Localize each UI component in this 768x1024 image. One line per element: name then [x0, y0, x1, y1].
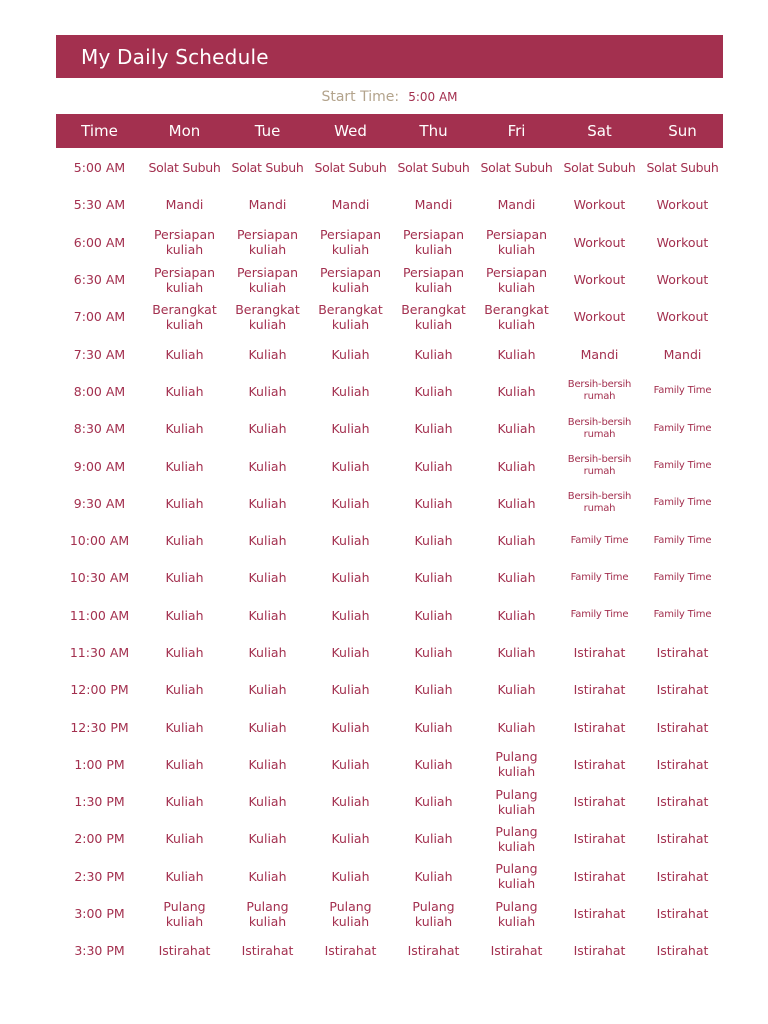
schedule-cell-wed[interactable]: Kuliah — [331, 458, 370, 474]
schedule-row — [56, 410, 723, 447]
schedule-cell-tue[interactable]: Kuliah — [248, 868, 287, 884]
schedule-cell-fri[interactable]: Kuliah — [497, 682, 536, 698]
page-title: My Daily Schedule — [81, 44, 269, 69]
schedule-cell-sun[interactable]: Workout — [656, 234, 709, 250]
schedule-cell-tue[interactable]: Kuliah — [248, 383, 287, 399]
time-cell[interactable]: 6:30 AM — [73, 272, 126, 288]
schedule-cell-wed[interactable]: Kuliah — [331, 607, 370, 623]
schedule-cell-wed[interactable]: Kuliah — [331, 645, 370, 660]
schedule-row — [56, 858, 723, 895]
schedule-cell-mon[interactable]: Kuliah — [165, 794, 204, 810]
schedule-cell-fri[interactable]: Kuliah — [497, 495, 536, 511]
schedule-cell-mon[interactable]: Persiapan kuliah — [153, 227, 216, 258]
schedule-cell-tue[interactable]: Kuliah — [248, 682, 287, 698]
title-bar — [56, 35, 723, 78]
schedule-cell-thu[interactable]: Kuliah — [414, 346, 453, 362]
time-cell[interactable]: 12:00 PM — [70, 682, 129, 698]
schedule-cell-sun[interactable]: Workout — [656, 197, 709, 213]
schedule-cell-fri[interactable]: Kuliah — [497, 458, 536, 474]
time-cell[interactable]: 2:00 PM — [74, 831, 125, 847]
schedule-row — [56, 522, 723, 559]
schedule-cell-thu[interactable]: Kuliah — [414, 607, 453, 623]
schedule-cell-wed[interactable]: Pulang kuliah — [329, 898, 372, 929]
schedule-cell-sun[interactable]: Family Time — [653, 422, 712, 434]
schedule-cell-sun[interactable]: Istirahat — [656, 906, 709, 922]
schedule-cell-thu[interactable]: Istirahat — [407, 943, 460, 959]
schedule-cell-wed[interactable]: Mandi — [331, 197, 370, 213]
schedule-cell-sun[interactable]: Istirahat — [656, 756, 709, 772]
schedule-cell-tue[interactable]: Berangkat kuliah — [235, 301, 300, 332]
schedule-cell-fri[interactable]: Kuliah — [497, 346, 536, 362]
schedule-cell-tue[interactable]: Kuliah — [248, 831, 287, 847]
schedule-row — [56, 783, 723, 820]
start-time-row — [56, 86, 723, 106]
schedule-cell-thu[interactable]: Kuliah — [414, 831, 453, 847]
schedule-cell-thu[interactable]: Kuliah — [414, 794, 453, 810]
time-cell[interactable]: 12:30 PM — [70, 719, 129, 735]
schedule-row — [56, 485, 723, 522]
schedule-cell-fri[interactable]: Pulang kuliah — [495, 861, 538, 892]
schedule-cell-sun[interactable]: Solat Subuh — [646, 160, 719, 176]
schedule-cell-mon[interactable]: Persiapan kuliah — [153, 264, 216, 295]
schedule-cell-wed[interactable]: Kuliah — [331, 868, 370, 884]
schedule-cell-thu[interactable]: Berangkat kuliah — [401, 301, 466, 332]
schedule-cell-sat[interactable]: Istirahat — [573, 682, 626, 698]
schedule-cell-fri[interactable]: Pulang kuliah — [495, 786, 538, 817]
schedule-cell-wed[interactable]: Kuliah — [331, 570, 370, 586]
schedule-cell-wed[interactable]: Kuliah — [331, 533, 370, 549]
schedule-cell-tue[interactable]: Solat Subuh — [231, 160, 304, 176]
schedule-cell-thu[interactable]: Kuliah — [414, 495, 453, 511]
schedule-cell-tue[interactable]: Kuliah — [248, 794, 287, 810]
schedule-cell-wed[interactable]: Kuliah — [331, 794, 370, 810]
schedule-cell-sun[interactable]: Family Time — [653, 534, 712, 546]
schedule-cell-thu[interactable]: Kuliah — [414, 421, 453, 437]
schedule-cell-fri[interactable]: Pulang kuliah — [495, 898, 538, 929]
schedule-cell-wed[interactable]: Kuliah — [331, 831, 370, 847]
time-cell[interactable]: 10:00 AM — [69, 533, 130, 549]
schedule-cell-mon[interactable]: Kuliah — [165, 682, 204, 698]
time-cell[interactable]: 3:00 PM — [74, 906, 125, 922]
schedule-cell-fri[interactable]: Kuliah — [497, 383, 536, 399]
schedule-cell-thu[interactable]: Mandi — [414, 197, 453, 213]
schedule-cell-wed[interactable]: Solat Subuh — [314, 160, 387, 176]
time-cell[interactable]: 9:30 AM — [73, 495, 126, 511]
schedule-row — [56, 634, 723, 671]
schedule-cell-sat[interactable]: Istirahat — [573, 831, 626, 847]
schedule-cell-sat[interactable]: Istirahat — [573, 719, 626, 735]
schedule-row — [56, 298, 723, 335]
schedule-cell-fri[interactable]: Kuliah — [497, 719, 536, 735]
schedule-cell-sun[interactable]: Istirahat — [656, 831, 709, 847]
time-cell[interactable]: 5:30 AM — [73, 197, 126, 213]
header-time: Time — [81, 122, 118, 140]
schedule-cell-tue[interactable]: Kuliah — [248, 645, 287, 660]
schedule-cell-tue[interactable]: Kuliah — [248, 421, 287, 437]
schedule-cell-thu[interactable]: Solat Subuh — [397, 160, 470, 176]
schedule-cell-fri[interactable]: Persiapan kuliah — [485, 264, 548, 295]
schedule-cell-fri[interactable]: Kuliah — [497, 645, 536, 660]
time-cell[interactable]: 1:30 PM — [74, 794, 125, 810]
schedule-row — [56, 186, 723, 223]
schedule-cell-wed[interactable]: Kuliah — [331, 383, 370, 399]
schedule-row — [56, 708, 723, 745]
schedule-cell-mon[interactable]: Kuliah — [165, 868, 204, 884]
schedule-cell-fri[interactable]: Kuliah — [497, 533, 536, 549]
schedule-cell-tue[interactable]: Kuliah — [248, 719, 287, 735]
schedule-cell-wed[interactable]: Kuliah — [331, 421, 370, 437]
schedule-cell-sat[interactable]: Bersih-bersih rumah — [567, 379, 632, 403]
header-mon: Mon — [168, 122, 201, 140]
time-cell[interactable]: 6:00 AM — [73, 234, 126, 250]
schedule-cell-sat[interactable]: Mandi — [580, 346, 619, 362]
schedule-cell-tue[interactable]: Kuliah — [248, 533, 287, 549]
schedule-cell-fri[interactable]: Kuliah — [497, 570, 536, 586]
schedule-cell-sun[interactable]: Istirahat — [656, 682, 709, 698]
schedule-cell-sat[interactable]: Istirahat — [573, 943, 626, 959]
schedule-cell-sun[interactable]: Istirahat — [656, 645, 709, 660]
schedule-cell-fri[interactable]: Kuliah — [497, 607, 536, 623]
schedule-cell-sat[interactable]: Istirahat — [573, 906, 626, 922]
schedule-row — [56, 373, 723, 410]
schedule-cell-tue[interactable]: Kuliah — [248, 570, 287, 586]
header-fri: Fri — [507, 122, 526, 140]
schedule-cell-mon[interactable]: Kuliah — [165, 719, 204, 735]
start-time-value[interactable]: 5:00 AM — [408, 90, 458, 104]
schedule-cell-sun[interactable]: Family Time — [653, 497, 712, 509]
schedule-cell-mon[interactable]: Kuliah — [165, 495, 204, 511]
schedule-cell-mon[interactable]: Kuliah — [165, 421, 204, 437]
header-tue: Tue — [254, 122, 281, 140]
schedule-cell-wed[interactable]: Persiapan kuliah — [319, 227, 382, 258]
schedule-cell-sun[interactable]: Family Time — [653, 609, 712, 621]
schedule-cell-sat[interactable]: Family Time — [570, 534, 629, 546]
schedule-cell-tue[interactable]: Kuliah — [248, 756, 287, 772]
schedule-cell-tue[interactable]: Kuliah — [248, 458, 287, 474]
schedule-cell-thu[interactable]: Kuliah — [414, 533, 453, 549]
schedule-cell-sun[interactable]: Workout — [656, 309, 709, 325]
schedule-cell-wed[interactable]: Kuliah — [331, 346, 370, 362]
schedule-cell-thu[interactable]: Kuliah — [414, 868, 453, 884]
schedule-cell-tue[interactable]: Istirahat — [241, 943, 294, 959]
schedule-cell-tue[interactable]: Mandi — [248, 197, 287, 213]
schedule-cell-mon[interactable]: Berangkat kuliah — [152, 301, 217, 332]
schedule-cell-fri[interactable]: Solat Subuh — [480, 160, 553, 176]
schedule-table-body — [56, 149, 723, 970]
schedule-cell-sun[interactable]: Workout — [656, 272, 709, 288]
schedule-cell-thu[interactable]: Kuliah — [414, 719, 453, 735]
header-sat: Sat — [587, 122, 612, 140]
schedule-row — [56, 447, 723, 484]
schedule-cell-sat[interactable]: Workout — [573, 272, 626, 288]
schedule-cell-tue[interactable]: Kuliah — [248, 607, 287, 623]
schedule-cell-mon[interactable]: Pulang kuliah — [163, 898, 206, 929]
schedule-cell-thu[interactable]: Persiapan kuliah — [402, 227, 465, 258]
schedule-cell-thu[interactable]: Kuliah — [414, 682, 453, 698]
schedule-cell-thu[interactable]: Pulang kuliah — [412, 898, 455, 929]
schedule-cell-thu[interactable]: Persiapan kuliah — [402, 264, 465, 295]
schedule-row — [56, 932, 723, 969]
schedule-cell-sat[interactable]: Bersih-bersih rumah — [567, 454, 632, 478]
time-cell[interactable]: 5:00 AM — [73, 160, 126, 176]
schedule-row — [56, 895, 723, 932]
schedule-row — [56, 671, 723, 708]
schedule-cell-sun[interactable]: Family Time — [653, 385, 712, 397]
schedule-cell-fri[interactable]: Pulang kuliah — [495, 749, 538, 780]
schedule-row — [56, 559, 723, 596]
schedule-cell-wed[interactable]: Istirahat — [324, 943, 377, 959]
schedule-cell-thu[interactable]: Kuliah — [414, 645, 453, 660]
schedule-cell-mon[interactable]: Istirahat — [158, 943, 211, 959]
time-cell[interactable]: 9:00 AM — [73, 458, 126, 474]
schedule-cell-sat[interactable]: Workout — [573, 234, 626, 250]
time-cell[interactable]: 11:00 AM — [69, 607, 130, 623]
schedule-cell-sun[interactable]: Istirahat — [656, 868, 709, 884]
schedule-cell-tue[interactable]: Pulang kuliah — [246, 898, 289, 929]
schedule-row — [56, 597, 723, 634]
start-time-label: Start Time: — [321, 89, 400, 105]
schedule-cell-mon[interactable]: Mandi — [165, 197, 204, 213]
schedule-cell-thu[interactable]: Kuliah — [414, 570, 453, 586]
schedule-cell-sun[interactable]: Family Time — [653, 571, 712, 583]
schedule-cell-mon[interactable]: Solat Subuh — [148, 160, 221, 176]
schedule-cell-sun[interactable]: Istirahat — [656, 943, 709, 959]
schedule-cell-mon[interactable]: Kuliah — [165, 756, 204, 772]
schedule-cell-sat[interactable]: Family Time — [570, 571, 629, 583]
time-cell[interactable]: 7:30 AM — [73, 346, 126, 362]
schedule-cell-wed[interactable]: Kuliah — [331, 756, 370, 772]
schedule-row — [56, 261, 723, 298]
schedule-cell-tue[interactable]: Kuliah — [248, 495, 287, 511]
schedule-row — [56, 746, 723, 783]
schedule-row — [56, 149, 723, 186]
time-cell[interactable]: 10:30 AM — [69, 570, 130, 586]
schedule-cell-wed[interactable]: Persiapan kuliah — [319, 264, 382, 295]
time-cell[interactable]: 11:30 AM — [69, 645, 130, 660]
schedule-cell-thu[interactable]: Kuliah — [414, 756, 453, 772]
schedule-cell-mon[interactable]: Kuliah — [165, 570, 204, 586]
schedule-cell-wed[interactable]: Kuliah — [331, 682, 370, 698]
schedule-cell-fri[interactable]: Pulang kuliah — [495, 823, 538, 854]
schedule-cell-tue[interactable]: Persiapan kuliah — [236, 264, 299, 295]
schedule-cell-mon[interactable]: Kuliah — [165, 346, 204, 362]
schedule-cell-tue[interactable]: Kuliah — [248, 346, 287, 362]
schedule-cell-mon[interactable]: Kuliah — [165, 458, 204, 474]
schedule-cell-sat[interactable]: Solat Subuh — [563, 160, 636, 176]
schedule-cell-sun[interactable]: Mandi — [663, 346, 702, 362]
time-cell[interactable]: 8:00 AM — [73, 383, 126, 399]
schedule-row — [56, 820, 723, 857]
schedule-cell-sat[interactable]: Istirahat — [573, 756, 626, 772]
schedule-cell-wed[interactable]: Kuliah — [331, 719, 370, 735]
schedule-cell-wed[interactable]: Berangkat kuliah — [318, 301, 383, 332]
schedule-cell-mon[interactable]: Kuliah — [165, 607, 204, 623]
schedule-cell-sat[interactable]: Istirahat — [573, 645, 626, 660]
schedule-cell-fri[interactable]: Mandi — [497, 197, 536, 213]
schedule-cell-fri[interactable]: Berangkat kuliah — [484, 301, 549, 332]
schedule-cell-fri[interactable]: Persiapan kuliah — [485, 227, 548, 258]
time-cell[interactable]: 3:30 PM — [74, 943, 125, 959]
schedule-cell-fri[interactable]: Kuliah — [497, 421, 536, 437]
header-sun: Sun — [668, 122, 697, 140]
schedule-cell-sat[interactable]: Istirahat — [573, 868, 626, 884]
schedule-header-row — [56, 114, 723, 148]
time-cell[interactable]: 2:30 PM — [74, 868, 125, 884]
schedule-cell-sat[interactable]: Workout — [573, 309, 626, 325]
schedule-cell-mon[interactable]: Kuliah — [165, 383, 204, 399]
schedule-row — [56, 335, 723, 372]
schedule-cell-sat[interactable]: Bersih-bersih rumah — [567, 416, 632, 440]
schedule-cell-sat[interactable]: Workout — [573, 197, 626, 213]
schedule-row — [56, 224, 723, 261]
schedule-cell-wed[interactable]: Kuliah — [331, 495, 370, 511]
time-cell[interactable]: 1:00 PM — [74, 756, 125, 772]
schedule-cell-sun[interactable]: Family Time — [653, 460, 712, 472]
schedule-cell-thu[interactable]: Kuliah — [414, 458, 453, 474]
time-cell[interactable]: 8:30 AM — [73, 421, 126, 437]
schedule-cell-sat[interactable]: Bersih-bersih rumah — [567, 491, 632, 515]
schedule-cell-sun[interactable]: Istirahat — [656, 719, 709, 735]
schedule-cell-thu[interactable]: Kuliah — [414, 383, 453, 399]
schedule-cell-mon[interactable]: Kuliah — [165, 645, 204, 660]
schedule-cell-tue[interactable]: Persiapan kuliah — [236, 227, 299, 258]
schedule-cell-mon[interactable]: Kuliah — [165, 831, 204, 847]
header-thu: Thu — [419, 122, 448, 140]
schedule-cell-mon[interactable]: Kuliah — [165, 533, 204, 549]
schedule-cell-sun[interactable]: Istirahat — [656, 794, 709, 810]
header-wed: Wed — [334, 122, 367, 140]
schedule-cell-fri[interactable]: Istirahat — [490, 943, 543, 959]
schedule-cell-sat[interactable]: Istirahat — [573, 794, 626, 810]
schedule-cell-sat[interactable]: Family Time — [570, 609, 629, 621]
time-cell[interactable]: 7:00 AM — [73, 309, 126, 325]
